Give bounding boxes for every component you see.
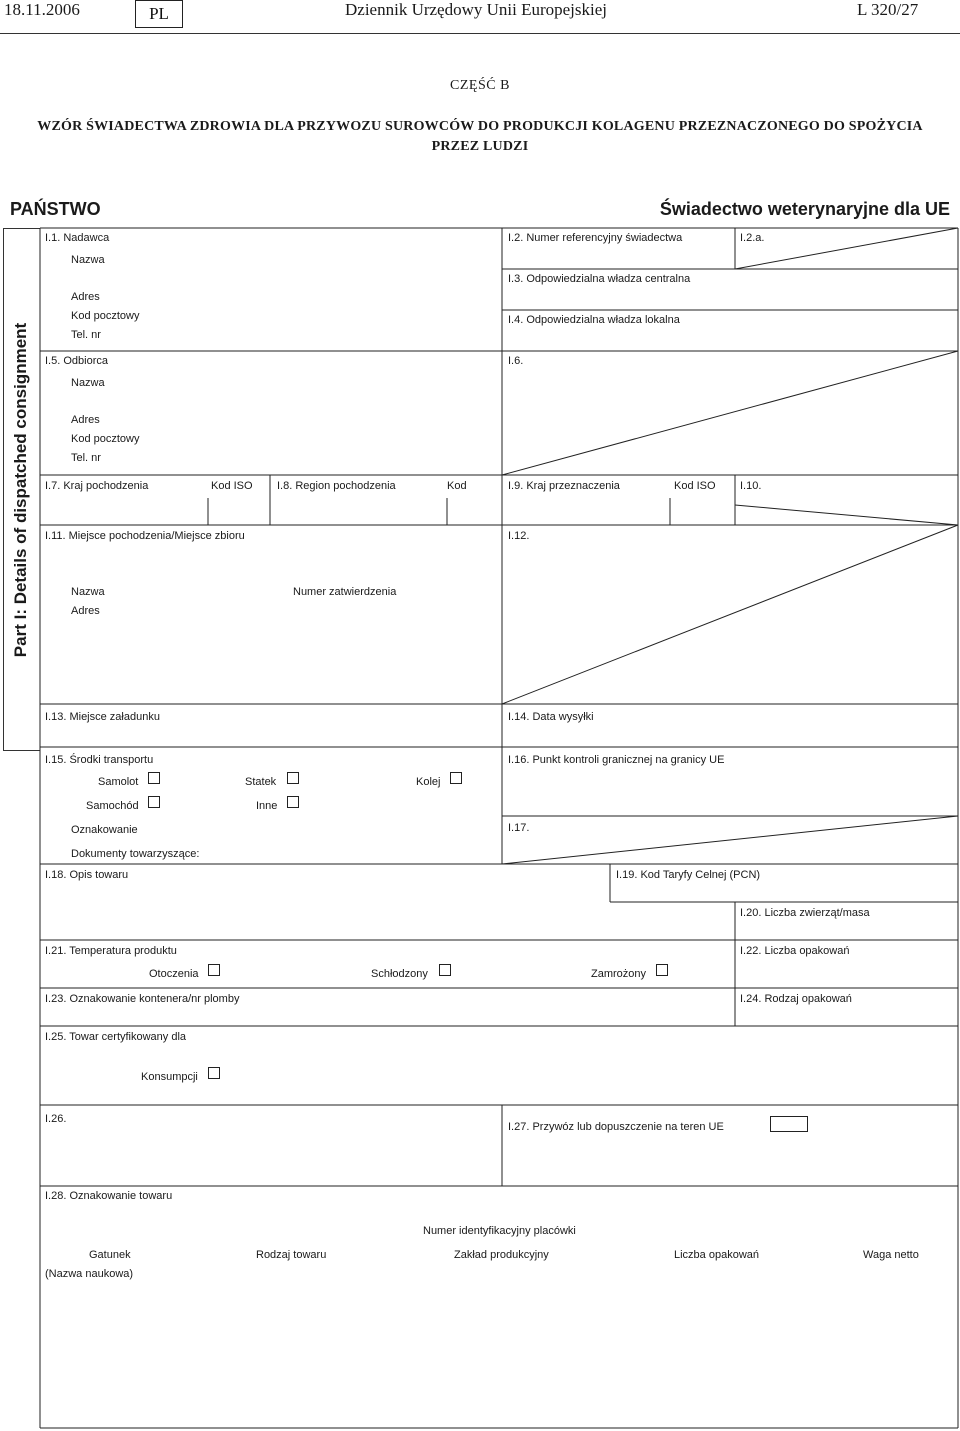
origin-address-label: Adres xyxy=(71,605,100,617)
temp-frozen-checkbox[interactable] xyxy=(656,964,668,976)
journal-title: Dziennik Urzędowy Unii Europejskiej xyxy=(345,0,608,19)
field-commodities-certified: I.25. Towar certyfikowany dla xyxy=(45,1031,187,1043)
field-country-origin: I.7. Kraj pochodzenia xyxy=(45,480,149,492)
consignee-address-label: Adres xyxy=(71,414,100,426)
certificate-heading: Świadectwo weterynaryjne dla UE xyxy=(659,199,950,219)
field-2a: I.2.a. xyxy=(740,232,765,244)
field-import-admission: I.27. Przywóz lub dopuszczenie na teren UE xyxy=(508,1121,724,1133)
document-title-line2: PRZEZ LUDZI xyxy=(431,139,529,154)
field-local-authority: I.4. Odpowiedzialna władza lokalna xyxy=(508,314,680,326)
destination-iso-label: Kod ISO xyxy=(674,480,716,492)
field-consignee: I.5. Odbiorca xyxy=(45,355,108,367)
transport-ship-checkbox[interactable] xyxy=(287,772,299,784)
transport-plane-checkbox[interactable] xyxy=(148,772,160,784)
page-reference: L 320/27 xyxy=(857,0,919,19)
field-country-destination: I.9. Kraj przeznaczenia xyxy=(508,480,620,492)
field-central-authority: I.3. Odpowiedzialna władza centralna xyxy=(508,273,691,285)
field-certificate-reference: I.2. Numer referencyjny świadectwa xyxy=(508,232,683,244)
field-date-departure: I.14. Data wysyłki xyxy=(508,711,594,723)
establishment-id-label: Numer identyfikacyjny placówki xyxy=(423,1225,576,1237)
field-commodity-code: I.19. Kod Taryfy Celnej (PCN) xyxy=(616,869,761,881)
field-quantity: I.20. Liczba zwierząt/masa xyxy=(740,907,870,919)
language-code-box: PL xyxy=(135,0,183,28)
transport-ship-label: Statek xyxy=(245,776,277,788)
certified-consumption-label: Konsumpcji xyxy=(141,1071,198,1083)
consignee-name-label: Nazwa xyxy=(71,377,105,389)
consignor-tel-label: Tel. nr xyxy=(71,329,101,341)
field-description-commodity: I.18. Opis towaru xyxy=(45,869,129,881)
field-temperature: I.21. Temperatura produktu xyxy=(45,945,177,957)
transport-other-label: Inne xyxy=(256,800,278,812)
number-packages-column-label: Liczba opakowań xyxy=(674,1249,760,1261)
country-heading: PAŃSTWO xyxy=(10,199,101,219)
field-12: I.12. xyxy=(508,530,530,542)
temp-ambient-label: Otoczenia xyxy=(149,968,199,980)
species-column-label: Gatunek xyxy=(89,1249,131,1261)
field-region-origin: I.8. Region pochodzenia xyxy=(277,480,396,492)
certified-consumption-checkbox[interactable] xyxy=(208,1067,220,1079)
manufacturing-plant-column-label: Zakład produkcyjny xyxy=(454,1249,549,1261)
field-place-loading: I.13. Miejsce załadunku xyxy=(45,711,160,723)
field-consignor: I.1. Nadawca xyxy=(45,232,110,244)
field-identification-commodities: I.28. Oznakowanie towaru xyxy=(45,1190,173,1202)
transport-road-label: Samochód xyxy=(86,800,139,812)
consignor-name-label: Nazwa xyxy=(71,254,105,266)
transport-marking-label: Oznakowanie xyxy=(71,824,138,836)
field-container-seal: I.23. Oznakowanie kontenera/nr plomby xyxy=(45,993,240,1005)
temp-chilled-checkbox[interactable] xyxy=(439,964,451,976)
consignee-tel-label: Tel. nr xyxy=(71,452,101,464)
field-26: I.26. xyxy=(45,1113,67,1125)
field-10: I.10. xyxy=(740,480,762,492)
transport-road-checkbox[interactable] xyxy=(148,796,160,808)
document-title-line1: WZÓR ŚWIADECTWA ZDROWIA DLA PRZYWOZU SUROWCÓW DO PRODUKCJI KOLAGENU PRZEZNACZONEGO DO SPOŻYCIA xyxy=(37,119,923,134)
field-number-packages: I.22. Liczba opakowań xyxy=(740,945,850,957)
transport-plane-label: Samolot xyxy=(98,776,139,788)
nature-commodity-column-label: Rodzaj towaru xyxy=(256,1249,327,1261)
field-border-inspection-post: I.16. Punkt kontroli granicznej na granicy UE xyxy=(508,754,725,766)
consignor-address-label: Adres xyxy=(71,291,100,303)
transport-other-checkbox[interactable] xyxy=(287,796,299,808)
approval-number-label: Numer zatwierdzenia xyxy=(293,586,397,598)
field-6: I.6. xyxy=(508,355,524,367)
origin-iso-label: Kod ISO xyxy=(211,480,253,492)
import-admission-checkbox[interactable] xyxy=(770,1116,808,1132)
transport-rail-checkbox[interactable] xyxy=(450,772,462,784)
part-heading: CZĘŚĆ B xyxy=(450,78,510,93)
net-weight-column-label: Waga netto xyxy=(863,1249,919,1261)
temp-frozen-label: Zamrożony xyxy=(591,968,647,980)
transport-rail-label: Kolej xyxy=(416,776,441,788)
field-means-transport: I.15. Środki transportu xyxy=(45,754,154,766)
consignor-postcode-label: Kod pocztowy xyxy=(71,310,140,322)
region-code-label: Kod xyxy=(447,480,467,492)
field-17: I.17. xyxy=(508,822,530,834)
scientific-name-label: (Nazwa naukowa) xyxy=(45,1268,134,1280)
temp-ambient-checkbox[interactable] xyxy=(208,964,220,976)
field-type-packaging: I.24. Rodzaj opakowań xyxy=(740,993,852,1005)
field-place-origin: I.11. Miejsce pochodzenia/Miejsce zbioru xyxy=(45,530,245,542)
part-one-side-label: Part I: Details of dispatched consignment xyxy=(11,322,30,658)
accompanying-documents-label: Dokumenty towarzyszące: xyxy=(71,848,200,860)
origin-name-label: Nazwa xyxy=(71,586,105,598)
temp-chilled-label: Schłodzony xyxy=(371,968,428,980)
publication-date: 18.11.2006 xyxy=(4,0,80,19)
consignee-postcode-label: Kod pocztowy xyxy=(71,433,140,445)
